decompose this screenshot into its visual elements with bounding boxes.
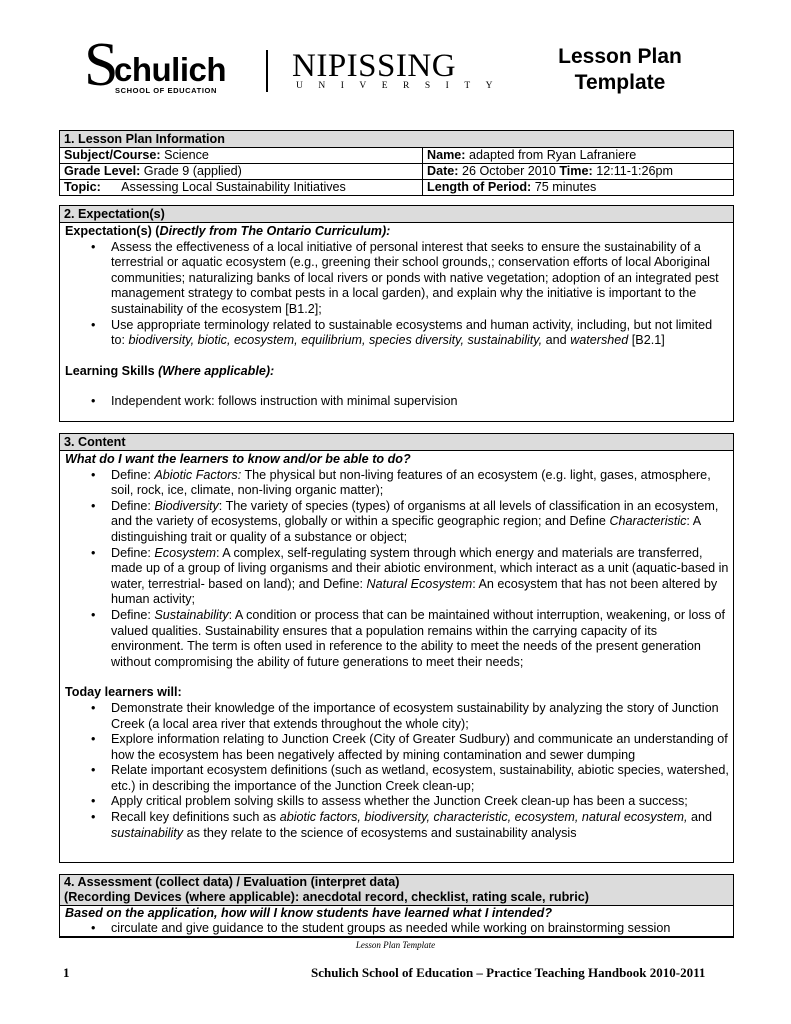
topic-cell: [60, 180, 423, 195]
bullet-icon: •: [91, 921, 96, 935]
bullet-icon: •: [91, 394, 96, 409]
info-row: [60, 148, 733, 164]
content-section: [59, 433, 734, 863]
learning-skills-label: Learning Skills (Where applicable):: [65, 363, 275, 378]
info-row: [60, 180, 733, 195]
subject-value: Science: [160, 148, 209, 162]
today-label: Today learners will:: [65, 685, 182, 700]
topic-label: Topic:: [64, 180, 101, 194]
definitions-list: [65, 468, 729, 671]
list-item: • Define: Biodiversity: The variety of species (types) of organisms at all levels of classification in an ecosystem, and the variety of ecosystems, globally or within a specific geographic region; and Define Characteristic: A distinguishing trait or quality of a substance or object;: [91, 498, 719, 544]
content-heading: 3. Content: [60, 434, 733, 451]
assessment-body: [60, 906, 733, 936]
lesson-info-heading: 1. Lesson Plan Information: [60, 131, 733, 148]
date-time-cell: [423, 164, 733, 179]
date-label: Date:: [427, 164, 459, 178]
subject-label: Subject/Course:: [64, 148, 161, 162]
content-question: What do I want the learners to know and/or be able to do?: [65, 452, 411, 466]
bullet-icon: •: [91, 700, 96, 715]
list-item: • Define: Sustainability: A condition or process that can be maintained without interruption, weakening, or loss of valued qualities. Sustainability ensures that a population remains within the carrying capacity of its environment. The term is often used in reference to the ability to meet the needs of the present generation without compromising the ability of future generations to meet their needs;: [91, 607, 725, 669]
expectations-label: Expectation(s) (Directly from The Ontario Curriculum):: [65, 224, 391, 238]
expectations-body: [60, 223, 733, 414]
list-item: • Assess the effectiveness of a local initiative of personal interest that seeks to ensure the sustainability of a terrestrial or aquatic ecosystem (e.g., greening their school grounds,; conservation efforts of local Aboriginal communities; naturalizing banks of local rivers or ponds with native vegetation; adoption of an integrated pest management strategy to combat pests in a local garden), and explain why the initiative is important to the sustainability of the ecosystem [B1.2];: [91, 239, 719, 316]
assessment-list: [65, 921, 729, 936]
logo-divider: [266, 50, 268, 92]
list-item: • Explore information relating to Junction Creek (City of Greater Sudbury) and communicate an understanding of how the ecosystem has been negatively affected by mining contamination and sewer dumping: [91, 732, 728, 762]
page-title-line2: Template: [574, 71, 666, 94]
assessment-section: [59, 874, 734, 938]
list-item: • Use appropriate terminology related to sustainable ecosystems and human activity, including, but not limited to: biodiversity, biotic, ecosystem, equilibrium, species diversity, sustainability, and watershed [B2.1]: [91, 317, 713, 348]
bullet-icon: •: [91, 810, 96, 825]
bullet-icon: •: [91, 794, 96, 809]
assessment-heading: [60, 875, 733, 906]
bullet-icon: •: [91, 239, 96, 254]
list-item: • Independent work: follows instruction with minimal supervision: [91, 394, 458, 409]
assessment-question: Based on the application, how will I know students have learned what I intended?: [65, 906, 553, 920]
today-list: [65, 701, 729, 841]
name-value: adapted from Ryan Lafraniere: [465, 148, 637, 162]
schulich-logo: [84, 31, 244, 99]
time-label: Time:: [559, 164, 593, 178]
grade-label: Grade Level:: [64, 164, 141, 178]
time-value: 12:11-1:26pm: [592, 164, 673, 178]
date-value: 26 October 2010: [458, 164, 560, 178]
grade-cell: [60, 164, 423, 179]
bullet-icon: •: [91, 498, 96, 513]
page-title: [520, 44, 720, 96]
expectations-list: [65, 240, 729, 349]
expectations-section: [59, 205, 734, 422]
assessment-heading-line1: 4. Assessment (collect data) / Evaluation (interpret data): [64, 875, 400, 889]
footer-handbook: Schulich School of Education – Practice Teaching Handbook 2010-2011: [311, 965, 706, 980]
bullet-icon: •: [91, 317, 96, 332]
list-item: • Define: Abiotic Factors: The physical but non-living features of an ecosystem (e.g. light, gases, atmosphere, soil, rock, ice, climate, non-living organic matter);: [91, 467, 711, 498]
length-label: Length of Period:: [427, 180, 532, 194]
name-label: Name:: [427, 148, 466, 162]
list-item: • Recall key definitions such as abiotic factors, biodiversity, characteristic, ecosystem, natural ecosystem, and sustainability as they relate to the science of ecosystems and sustainability analysis: [91, 810, 713, 840]
list-item: • Relate important ecosystem definitions (such as wetland, ecosystem, sustainability, abiotic species, watershed, etc.) in describing the importance of the Junction Creek clean-up;: [91, 763, 729, 793]
length-cell: [423, 180, 733, 195]
subject-cell: [60, 148, 423, 163]
page-title-line1: Lesson Plan: [558, 45, 682, 68]
schulich-logo-subtitle: SCHOOL OF EDUCATION: [115, 86, 217, 95]
bullet-icon: •: [91, 545, 96, 560]
bullet-icon: •: [91, 607, 96, 622]
schulich-logo-text: chulich: [114, 51, 227, 88]
assessment-heading-line2: (Recording Devices (where applicable): anecdotal record, checklist, rating scale, rubric): [64, 890, 589, 904]
content-body: [60, 451, 733, 845]
footer-template-label: Lesson Plan Template: [355, 940, 436, 950]
list-item: • Demonstrate their knowledge of the importance of ecosystem sustainability by analyzing the story of Junction Creek (a local area river that extends throughout the whole city);: [91, 700, 719, 731]
page-number: 1: [63, 965, 70, 980]
bullet-icon: •: [91, 467, 96, 482]
learning-skills-list: [65, 394, 729, 410]
expectations-heading: 2. Expectation(s): [60, 206, 733, 223]
grade-value: Grade 9 (applied): [140, 164, 242, 178]
schulich-logo-s: S: [84, 31, 117, 99]
bullet-icon: •: [91, 732, 96, 747]
bullet-icon: •: [91, 763, 96, 778]
list-item: • Apply critical problem solving skills to assess whether the Junction Creek clean-up has been a success;: [91, 794, 688, 809]
nipissing-logo-university: UNIVERSITY: [296, 81, 508, 91]
list-item: • circulate and give guidance to the student groups as needed while working on brainstorming session: [91, 921, 671, 935]
info-row: [60, 164, 733, 180]
name-cell: [423, 148, 733, 163]
length-value: 75 minutes: [531, 180, 597, 194]
nipissing-logo: [292, 48, 508, 98]
lesson-info-section: [59, 130, 734, 196]
list-item: • Define: Ecosystem: A complex, self-regulating system through which energy and materials are transferred, made up of a group of living organisms and their abiotic environment, which interact as a unit (aquatic-based in water, terrestrial- based on land); and Define: Natural Ecosystem: An ecosystem that has not been altered by human activity;: [91, 545, 729, 607]
topic-value: Assessing Local Sustainability Initiatives: [100, 180, 346, 194]
nipissing-logo-text: NIPISSING: [292, 48, 457, 84]
